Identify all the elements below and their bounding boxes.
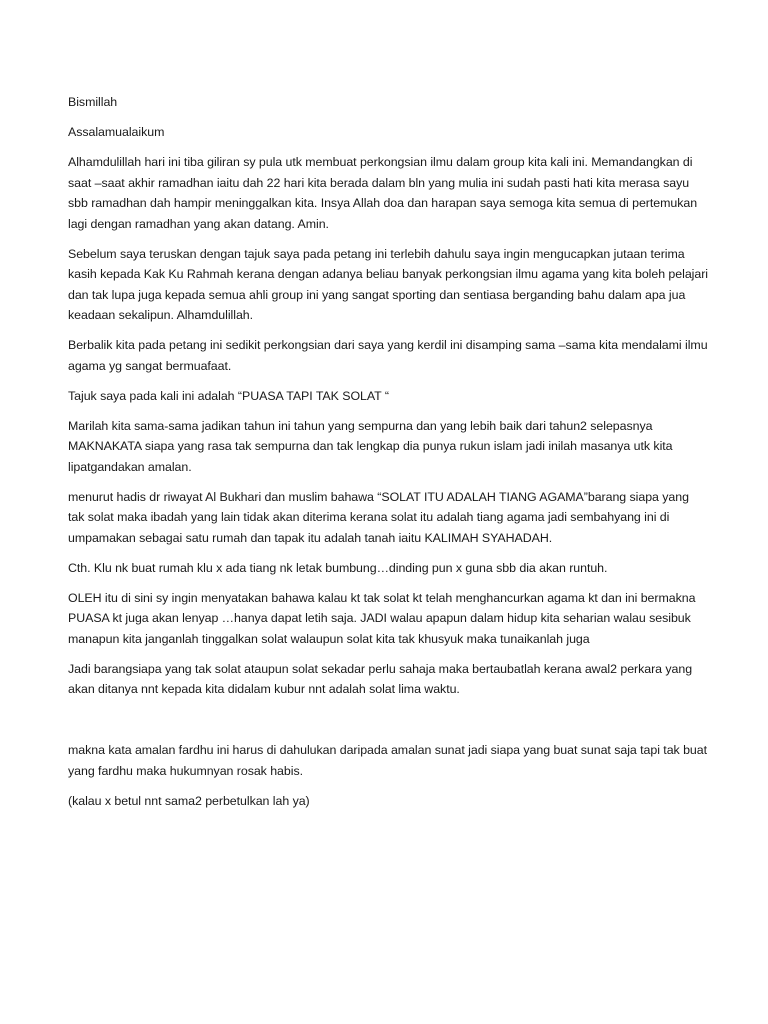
paragraph-fardhu: makna kata amalan fardhu ini harus di dahulukan daripada amalan sunat jadi siapa yang buat sunat saja tapi tak buat yang fardhu maka hukumnyan rosak habis. (68, 743, 707, 778)
paragraph-repent: Jadi barangsiapa yang tak solat ataupun solat sekadar perlu sahaja maka bertaubatlah kerana awal2 perkara yang akan ditanya nnt kepada kita didalam kubur nnt adalah solat lima waktu. (68, 661, 693, 696)
paragraph-thanks: Sebelum saya teruskan dengan tajuk saya pada petang ini terlebih dahulu saya ingin mengucapkan jutaan terima kasih kepada Kak Ku Rahmah kerana dengan adanya beliau banyak perkongsian ilmu agama yang kita boleh pelajari dan tak lupa juga kepada semua ahli group ini yang sangat sporting dan sentiasa berganding bahu dalam apa jua keadaan sekalipun. Alhamdulillah. (68, 246, 708, 322)
paragraph-title: Tajuk saya pada kali ini adalah “PUASA TAPI TAK SOLAT “ (68, 388, 389, 403)
paragraph-invitation: Marilah kita sama-sama jadikan tahun ini tahun yang sempurna dan yang lebih baik dari tahun2 selepasnya MAKNAKATA siapa yang rasa tak sempurna dan tak lengkap dia punya rukun islam jadi inilah masanya utk kita lipatgandakan amalan. (68, 418, 673, 474)
paragraph-closing-note: (kalau x betul nnt sama2 perbetulkan lah ya) (68, 793, 310, 808)
greeting-bismillah: Bismillah (68, 95, 118, 109)
paragraph-return: Berbalik kita pada petang ini sedikit perkongsian dari saya yang kerdil ini disamping sama –sama kita mendalami ilmu agama yg sangat bermuafaat. (68, 338, 708, 373)
greeting-salam: Assalamualaikum (68, 125, 165, 139)
paragraph-example: Cth. Klu nk buat rumah klu x ada tiang nk letak bumbung…dinding pun x guna sbb dia akan runtuh. (68, 560, 608, 575)
paragraph-intro: Alhamdulillah hari ini tiba giliran sy pula utk membuat perkongsian ilmu dalam group kita kali ini. Memandangkan di saat –saat akhir ramadhan iaitu dah 22 hari kita berada dalam bln yang mulia ini sudah pasti hati kita merasa sayu sbb ramadhan dah hampir meninggalkan kita. Insya Allah doa dan harapan saya semoga kita semua di pertemukan lagi dengan ramadhan yang akan datang. Amin. (68, 155, 698, 231)
paragraph-warning: OLEH itu di sini sy ingin menyatakan bahawa kalau kt tak solat kt telah menghancurkan agama kt dan ini bermakna PUASA kt juga akan lenyap …hanya dapat letih saja. JADI walau apapun dalam hidup kita seharian walau sesibuk manapun kita janganlah tinggalkan solat walaupun solat kita tak khusyuk maka tunaikanlah juga (68, 590, 696, 646)
document-body (68, 92, 708, 821)
blank-line (68, 709, 708, 740)
paragraph-hadith: menurut hadis dr riwayat Al Bukhari dan muslim bahawa “SOLAT ITU ADALAH TIANG AGAMA”barang siapa yang tak solat maka ibadah yang lain tidak akan diterima kerana solat itu adalah tiang agama jadi sembahyang ini di umpamakan sebagai satu rumah dan tapak itu adalah tanah iaitu KALIMAH SYAHADAH. (68, 489, 689, 545)
